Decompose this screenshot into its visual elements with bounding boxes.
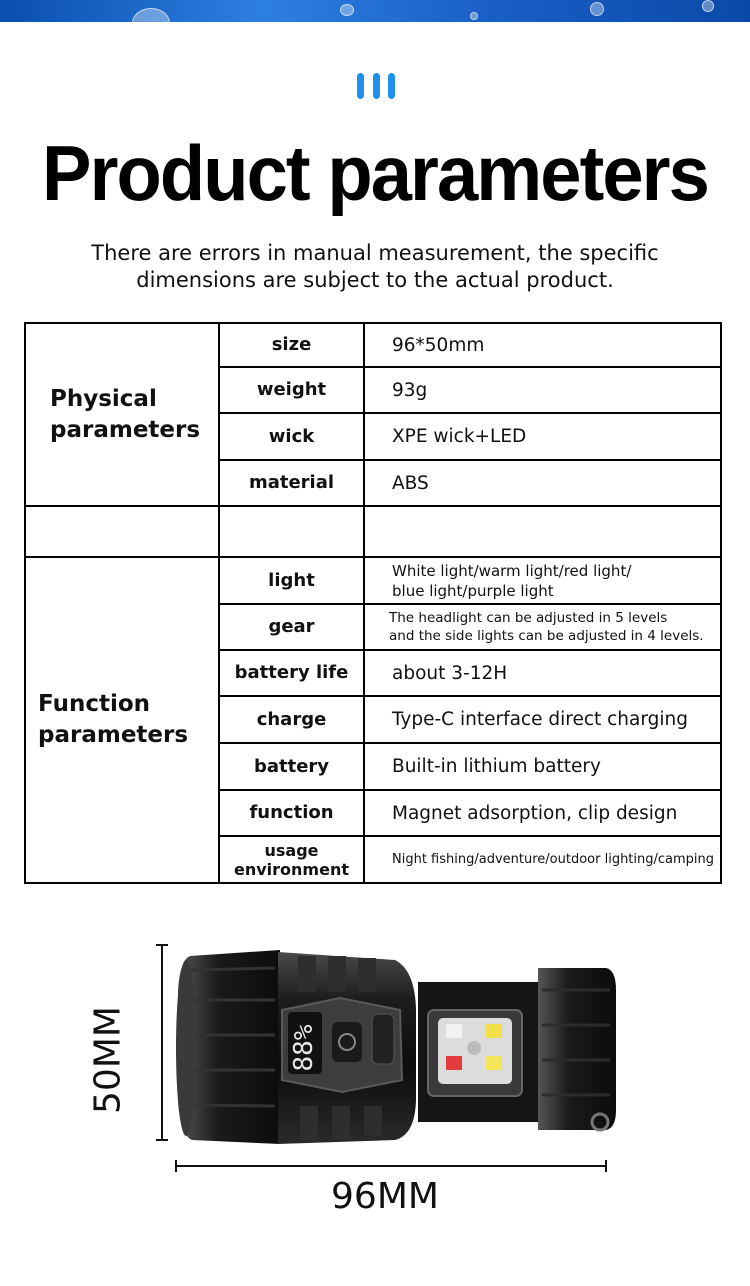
group-label: Physical: [50, 385, 157, 412]
param-value: Night fishing/adventure/outdoor lighting/camping: [364, 836, 721, 883]
gear-value-line-2: and the side lights can be adjusted in 4 levels.: [389, 628, 704, 644]
param-value: Built-in lithium battery: [364, 743, 721, 790]
battery-display-digits: 88%: [289, 1024, 319, 1072]
light-value-line-2: blue light/purple light: [392, 581, 554, 600]
width-dimension-line: [176, 1160, 606, 1172]
param-key: battery life: [219, 650, 364, 696]
top-banner: [0, 0, 750, 22]
group-label: parameters: [50, 416, 201, 443]
param-key: function: [219, 790, 364, 836]
empty-cell: [219, 506, 364, 557]
disclaimer-line-1: There are errors in manual measurement, the specific: [91, 241, 659, 265]
param-value: about 3-12H: [364, 650, 721, 696]
parameters-table: [24, 322, 722, 884]
group-label: Function: [38, 691, 151, 717]
page-title: Product parameters: [42, 129, 708, 217]
gear-value-line-1: The headlight can be adjusted in 5 levels: [389, 610, 668, 626]
usage-key-line-1: usage: [264, 840, 319, 860]
param-value: ABS: [364, 460, 721, 506]
param-value: Type-C interface direct charging: [364, 696, 721, 743]
param-value: XPE wick+LED: [364, 413, 721, 460]
height-dimension-line: [156, 945, 168, 1140]
usage-key-line-2: environment: [234, 859, 349, 879]
width-dimension-label: 96MM: [331, 1176, 439, 1217]
flashlight-dimension-illustration: [110, 930, 630, 1210]
table-row: [25, 557, 721, 604]
param-key: weight: [219, 367, 364, 413]
param-key: size: [219, 323, 364, 367]
group-label: parameters: [38, 722, 189, 748]
param-key: gear: [219, 604, 364, 650]
param-value: [364, 604, 721, 650]
height-dimension-label: 50MM: [87, 1006, 129, 1114]
disclaimer-line-2: dimensions are subject to the actual product.: [136, 268, 614, 292]
param-key: material: [219, 460, 364, 506]
measurement-disclaimer: [60, 240, 690, 294]
empty-cell: [25, 506, 219, 557]
param-value: [364, 557, 721, 604]
param-key: charge: [219, 696, 364, 743]
function-parameters-group: [25, 557, 219, 883]
param-key: light: [219, 557, 364, 604]
light-value-line-1: White light/warm light/red light/: [392, 561, 632, 580]
flashlight-image: [176, 950, 616, 1144]
param-value: Magnet adsorption, clip design: [364, 790, 721, 836]
param-value: 96*50mm: [364, 323, 721, 367]
param-key: [219, 836, 364, 883]
empty-separator-row: [25, 506, 721, 557]
param-value: 93g: [364, 367, 721, 413]
physical-parameters-group: [25, 323, 219, 506]
table-row: [25, 323, 721, 367]
decorative-bars: [357, 73, 395, 99]
param-key: battery: [219, 743, 364, 790]
empty-cell: [364, 506, 721, 557]
param-key: wick: [219, 413, 364, 460]
